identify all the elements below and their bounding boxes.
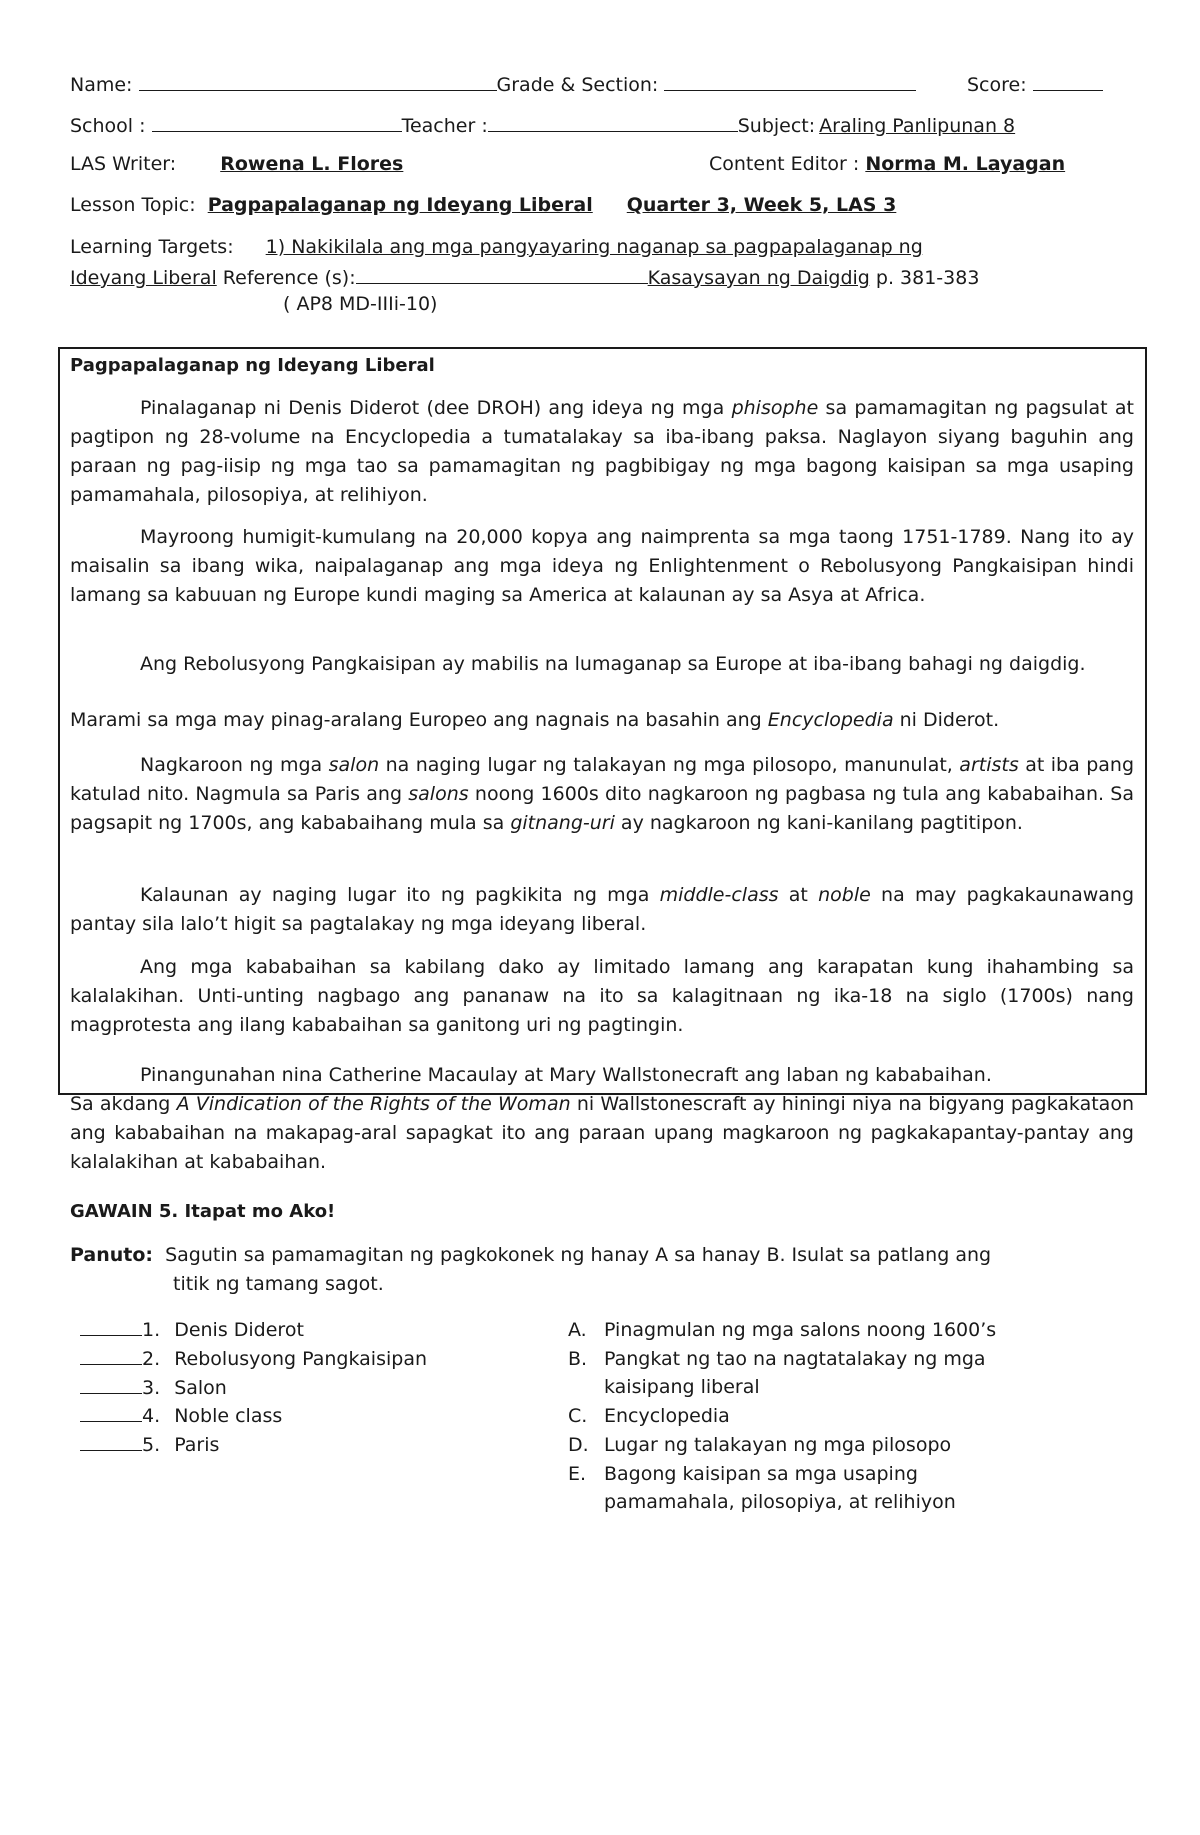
paragraph-5: Nagkaroon ng mga salon na naging lugar ng talakayan ng mga pilosopo, manunulat, artists at iba pang katulad nito. Nagmula sa Paris ang salons noong 1600s dito nagkaroon ng pagbasa ng tula ang kababaihan. Sa pagsapit ng 1700s, ang kababaihang mula sa gitnang-uri ay nagkaroon ng kani-kanilang pagtitipon. bbox=[70, 754, 1135, 834]
school-field[interactable] bbox=[152, 111, 402, 132]
reference-value: Kasaysayan ng Daigdig bbox=[647, 267, 870, 289]
score-row bbox=[967, 70, 1103, 98]
answer-blank[interactable] bbox=[80, 1373, 142, 1394]
activity-title: GAWAIN 5. Itapat mo Ako! bbox=[70, 1201, 336, 1222]
reference-field[interactable] bbox=[356, 263, 648, 284]
targets-label: Learning Targets: bbox=[70, 236, 234, 258]
targets-value: 1) Nakikilala ang mga pangyayaring naganap sa pagpapalaganap ng bbox=[265, 236, 923, 258]
grade-field[interactable] bbox=[664, 70, 916, 91]
answer-blank[interactable] bbox=[80, 1430, 142, 1451]
column-a-item: 4. Noble class bbox=[80, 1401, 282, 1430]
paragraph-9: Sa akdang A Vindication of the Rights of the Woman ni Wallstonescraft ay hiningi niya na bigyang pagkakataon ang kababaihan na makapag-aral sapagkat ito ang paraan upang magkaroon ng pagkakapantay-pantay ang kalalakihan at kababaihan. bbox=[70, 1093, 1134, 1173]
score-field[interactable] bbox=[1033, 70, 1103, 91]
targets-value-cont: Ideyang Liberal bbox=[70, 267, 217, 289]
paragraph-2: Mayroong humigit-kumulang na 20,000 kopya ang naimprenta sa mga taong 1751-1789. Nang ito ay maisalin sa ibang wika, naipalaganap ang mga ideya ng Enlightenment o Rebolusyong Pangkaisipan hindi lamang sa kabuuan ng Europe kundi maging sa America at kalaunan ay sa Asya at Africa. bbox=[70, 526, 1134, 606]
column-a-item: 5. Paris bbox=[80, 1430, 219, 1459]
name-label: Name: bbox=[70, 74, 133, 96]
directions-text: Sagutin sa pamamagitan ng pagkokonek ng hanay A sa hanay B. Isulat sa patlang ang bbox=[165, 1244, 992, 1266]
column-a-item: 3. Salon bbox=[80, 1373, 227, 1402]
column-b-item: E. Bagong kaisipan sa mga usaping bbox=[568, 1463, 918, 1485]
column-b-item: C. Encyclopedia bbox=[568, 1405, 730, 1427]
paragraph-7: Ang mga kababaihan sa kabilang dako ay limitado lamang ang karapatan kung ihahambing sa kalalakihan. Unti-unting nagbago ang pananaw na ito sa kalagitnaan ng ika-18 na siglo (1700s) nang magprotesta ang ilang kababaihan sa ganitong uri ng pagtingin. bbox=[70, 956, 1134, 1036]
writer-value: Rowena L. Flores bbox=[220, 153, 404, 175]
editor-row bbox=[709, 151, 1065, 177]
name-row bbox=[70, 70, 916, 98]
topic-value: Pagpapalaganap ng Ideyang Liberal bbox=[207, 194, 593, 216]
column-b-item: B. Pangkat ng tao na nagtatalakay ng mga bbox=[568, 1348, 986, 1370]
answer-blank[interactable] bbox=[80, 1401, 142, 1422]
subject-label: Subject: bbox=[737, 115, 816, 137]
editor-value: Norma M. Layagan bbox=[865, 153, 1066, 175]
answer-blank[interactable] bbox=[80, 1344, 142, 1365]
column-b-item: A. Pinagmulan ng mga salons noong 1600’s bbox=[568, 1319, 997, 1341]
school-label: School : bbox=[70, 115, 146, 137]
directions-line-2: titik ng tamang sagot. bbox=[173, 1273, 384, 1295]
quarter-value: Quarter 3, Week 5, LAS 3 bbox=[626, 194, 897, 216]
paragraph-4: Marami sa mga may pinag-aralang Europeo ang nagnais na basahin ang Encyclopedia ni Diderot. bbox=[70, 709, 1000, 731]
writer-label: LAS Writer: bbox=[70, 153, 177, 175]
topic-label: Lesson Topic: bbox=[70, 194, 196, 216]
paragraph-1: Pinalaganap ni Denis Diderot (dee DROH) ang ideya ng mga phisophe sa pamamagitan ng pagsulat at pagtipon ng 28-volume na Encyclopedia a tumatalakay sa iba-ibang paksa. Naglayon siyang baguhin ang paraan ng pag-iisip ng mga tao sa pamamagitan ng pagbibigay ng mga bagong kaisipan sa mga usaping pamamahala, pilosopiya, at relihiyon. bbox=[70, 397, 1134, 506]
paragraph-8: Pinangunahan nina Catherine Macaulay at Mary Wallstonecraft ang laban ng kababaihan. bbox=[140, 1064, 992, 1086]
reference-pages: p. 381-383 bbox=[875, 267, 980, 289]
editor-label: Content Editor : bbox=[709, 153, 860, 175]
writer-row bbox=[70, 151, 429, 177]
topic-row bbox=[70, 192, 896, 218]
school-row bbox=[70, 111, 1015, 139]
column-b-item-cont: pamamahala, pilosopiya, at relihiyon bbox=[604, 1491, 956, 1513]
column-a-item: 1. Denis Diderot bbox=[80, 1315, 304, 1344]
subject-value: Araling Panlipunan 8 bbox=[819, 115, 1016, 137]
reference-label: Reference (s): bbox=[222, 267, 356, 289]
column-a-item: 2. Rebolusyong Pangkaisipan bbox=[80, 1344, 427, 1373]
score-label: Score: bbox=[967, 74, 1027, 96]
directions-line-1 bbox=[70, 1242, 991, 1268]
grade-label: Grade & Section: bbox=[496, 74, 659, 96]
reading-title: Pagpapalaganap ng Ideyang Liberal bbox=[70, 355, 435, 376]
answer-blank[interactable] bbox=[80, 1315, 142, 1336]
teacher-label: Teacher : bbox=[401, 115, 488, 137]
name-field[interactable] bbox=[139, 70, 497, 91]
reference-row bbox=[70, 263, 979, 291]
competency-code: ( AP8 MD-IIIi-10) bbox=[283, 293, 438, 315]
directions-label: Panuto: bbox=[70, 1244, 154, 1266]
paragraph-6: Kalaunan ay naging lugar ito ng pagkikita ng mga middle-class at noble na may pagkakaunawang pantay sila lalo’t higit sa pagtalakay ng mga ideyang liberal. bbox=[70, 884, 1135, 935]
teacher-field[interactable] bbox=[488, 111, 738, 132]
column-b-item: D. Lugar ng talakayan ng mga pilosopo bbox=[568, 1434, 952, 1456]
targets-row bbox=[70, 234, 933, 260]
paragraph-3: Ang Rebolusyong Pangkaisipan ay mabilis na lumaganap sa Europe at iba-ibang bahagi ng daigdig. bbox=[140, 653, 1086, 675]
column-b-item-cont: kaisipang liberal bbox=[604, 1376, 760, 1398]
